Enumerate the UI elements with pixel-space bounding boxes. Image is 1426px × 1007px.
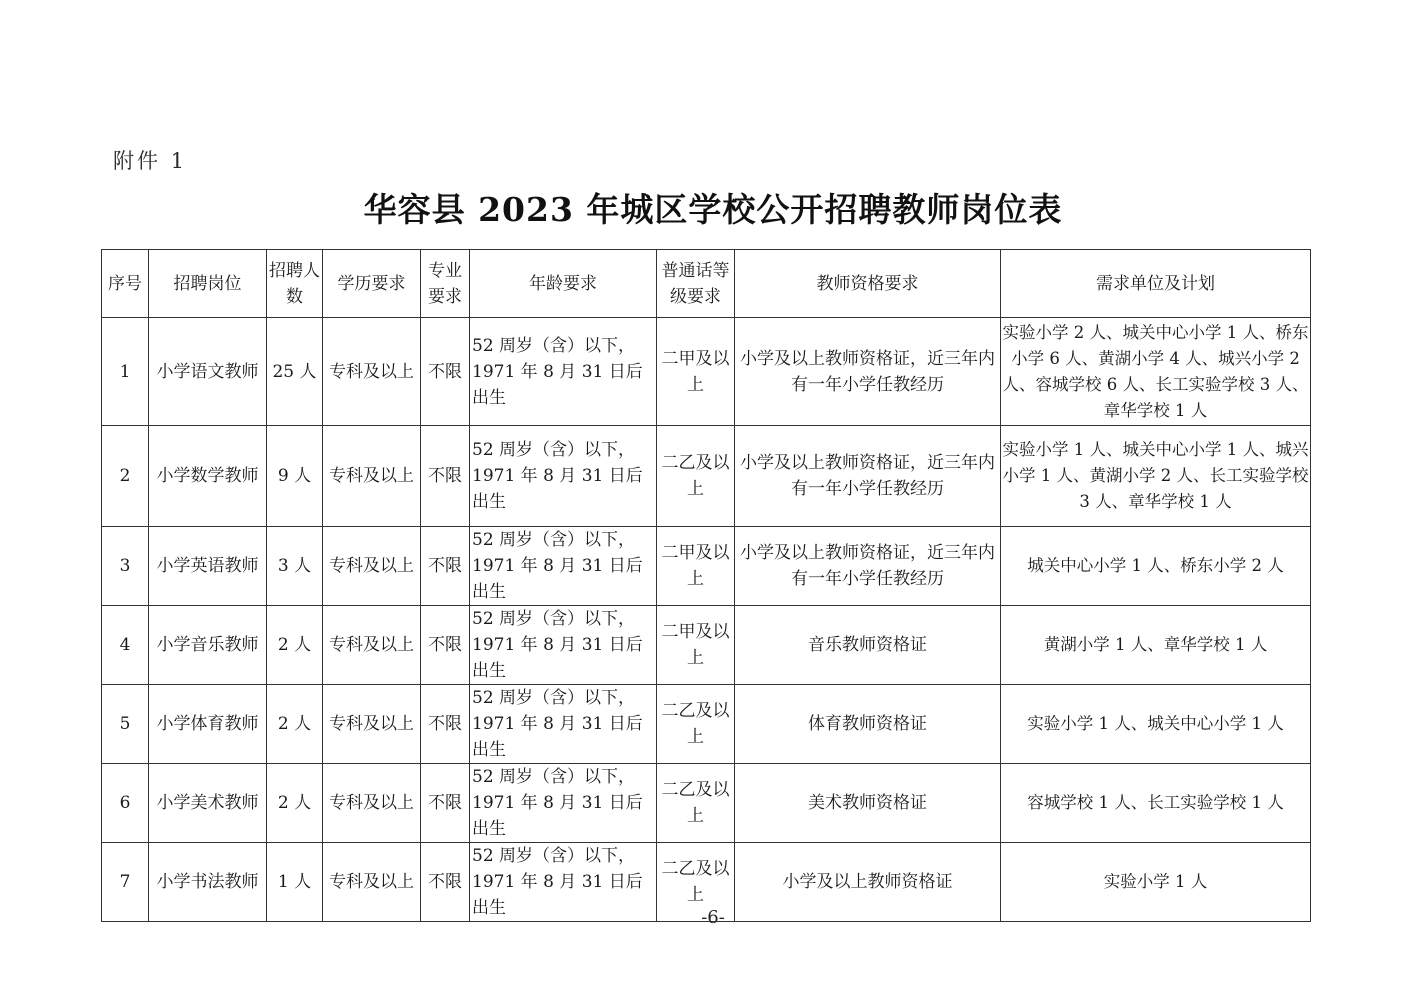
attachment-label: 附件 1: [113, 149, 188, 173]
count-cell: 2 人: [267, 764, 323, 843]
count-cell: 9 人: [267, 426, 323, 527]
qualification-cell: 小学及以上教师资格证: [735, 843, 1001, 922]
mandarin-cell: 二甲及以上: [657, 318, 735, 426]
seq-cell: 2: [102, 426, 149, 527]
position-cell: 小学体育教师: [149, 685, 267, 764]
units-cell: 实验小学 1 人: [1001, 843, 1311, 922]
age-cell: 52 周岁（含）以下，1971 年 8 月 31 日后出生: [470, 843, 657, 922]
document-title: 华容县 2023 年城区学校公开招聘教师岗位表: [363, 190, 1063, 229]
header-count: 招聘人数: [267, 250, 323, 318]
age-cell: 52 周岁（含）以下，1971 年 8 月 31 日后出生: [470, 527, 657, 606]
header-qualification: 教师资格要求: [735, 250, 1001, 318]
units-cell: 实验小学 1 人、城关中心小学 1 人: [1001, 685, 1311, 764]
age-cell: 52 周岁（含）以下，1971 年 8 月 31 日后出生: [470, 426, 657, 527]
position-cell: 小学书法教师: [149, 843, 267, 922]
table-row: [102, 685, 1311, 764]
recruitment-table: [101, 249, 1311, 922]
mandarin-cell: 二乙及以上: [657, 764, 735, 843]
count-cell: 2 人: [267, 685, 323, 764]
mandarin-cell: 二乙及以上: [657, 426, 735, 527]
mandarin-cell: 二甲及以上: [657, 527, 735, 606]
header-seq: 序号: [102, 250, 149, 318]
mandarin-cell: 二甲及以上: [657, 606, 735, 685]
header-position: 招聘岗位: [149, 250, 267, 318]
header-major: 专业要求: [421, 250, 470, 318]
qualification-cell: 音乐教师资格证: [735, 606, 1001, 685]
major-cell: 不限: [421, 685, 470, 764]
seq-cell: 1: [102, 318, 149, 426]
major-cell: 不限: [421, 318, 470, 426]
units-cell: 实验小学 1 人、城关中心小学 1 人、城兴小学 1 人、黄湖小学 2 人、长工实验学校 3 人、章华学校 1 人: [1001, 426, 1311, 527]
header-age: 年龄要求: [470, 250, 657, 318]
age-cell: 52 周岁（含）以下，1971 年 8 月 31 日后出生: [470, 685, 657, 764]
mandarin-cell: 二乙及以上: [657, 685, 735, 764]
education-cell: 专科及以上: [323, 426, 421, 527]
major-cell: 不限: [421, 764, 470, 843]
qualification-cell: 小学及以上教师资格证，近三年内有一年小学任教经历: [735, 527, 1001, 606]
table-row: [102, 606, 1311, 685]
seq-cell: 7: [102, 843, 149, 922]
position-cell: 小学音乐教师: [149, 606, 267, 685]
major-cell: 不限: [421, 606, 470, 685]
major-cell: 不限: [421, 527, 470, 606]
seq-cell: 5: [102, 685, 149, 764]
table-body: [102, 318, 1311, 922]
position-cell: 小学数学教师: [149, 426, 267, 527]
education-cell: 专科及以上: [323, 685, 421, 764]
age-cell: 52 周岁（含）以下，1971 年 8 月 31 日后出生: [470, 764, 657, 843]
age-cell: 52 周岁（含）以下，1971 年 8 月 31 日后出生: [470, 606, 657, 685]
table-row: [102, 764, 1311, 843]
header-row: [102, 250, 1311, 318]
header-mandarin: 普通话等级要求: [657, 250, 735, 318]
units-cell: 城关中心小学 1 人、桥东小学 2 人: [1001, 527, 1311, 606]
age-cell: 52 周岁（含）以下，1971 年 8 月 31 日后出生: [470, 318, 657, 426]
seq-cell: 3: [102, 527, 149, 606]
major-cell: 不限: [421, 426, 470, 527]
header-units: 需求单位及计划: [1001, 250, 1311, 318]
count-cell: 2 人: [267, 606, 323, 685]
education-cell: 专科及以上: [323, 764, 421, 843]
page-number: -6-: [701, 907, 725, 928]
seq-cell: 4: [102, 606, 149, 685]
table-row: [102, 527, 1311, 606]
units-cell: 容城学校 1 人、长工实验学校 1 人: [1001, 764, 1311, 843]
seq-cell: 6: [102, 764, 149, 843]
units-cell: 实验小学 2 人、城关中心小学 1 人、桥东小学 6 人、黄湖小学 4 人、城兴小学 2 人、容城学校 6 人、长工实验学校 3 人、章华学校 1 人: [1001, 318, 1311, 426]
units-cell: 黄湖小学 1 人、章华学校 1 人: [1001, 606, 1311, 685]
mandarin-cell: 二乙及以上: [657, 843, 735, 922]
education-cell: 专科及以上: [323, 843, 421, 922]
header-education: 学历要求: [323, 250, 421, 318]
count-cell: 25 人: [267, 318, 323, 426]
education-cell: 专科及以上: [323, 527, 421, 606]
education-cell: 专科及以上: [323, 318, 421, 426]
education-cell: 专科及以上: [323, 606, 421, 685]
position-cell: 小学美术教师: [149, 764, 267, 843]
qualification-cell: 小学及以上教师资格证，近三年内有一年小学任教经历: [735, 426, 1001, 527]
major-cell: 不限: [421, 843, 470, 922]
qualification-cell: 小学及以上教师资格证，近三年内有一年小学任教经历: [735, 318, 1001, 426]
qualification-cell: 美术教师资格证: [735, 764, 1001, 843]
position-cell: 小学英语教师: [149, 527, 267, 606]
table-row: [102, 318, 1311, 426]
count-cell: 3 人: [267, 527, 323, 606]
position-cell: 小学语文教师: [149, 318, 267, 426]
table-row: [102, 426, 1311, 527]
count-cell: 1 人: [267, 843, 323, 922]
qualification-cell: 体育教师资格证: [735, 685, 1001, 764]
